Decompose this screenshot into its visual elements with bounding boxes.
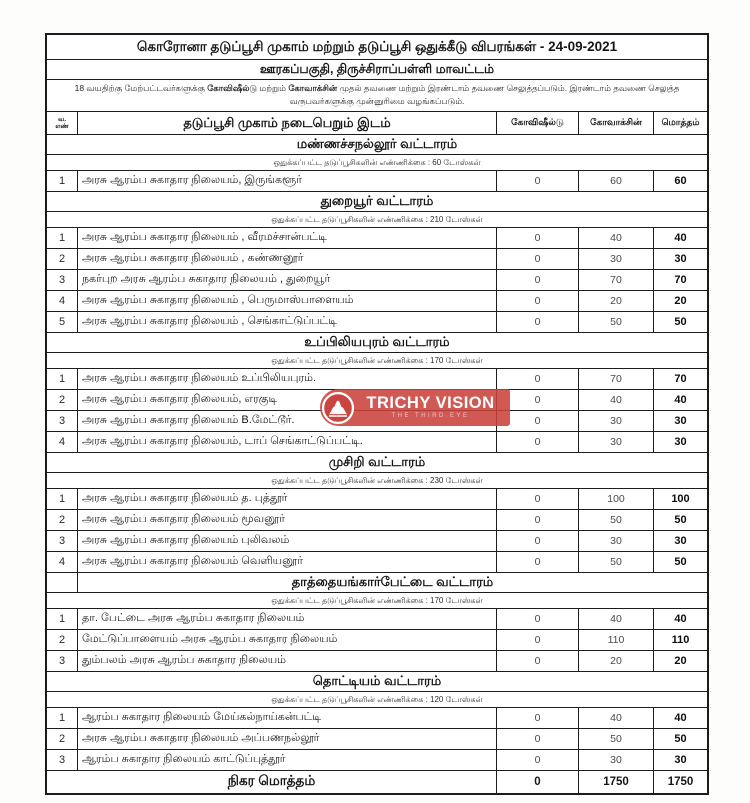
notice-covaxin: கோவாக்சின் bbox=[288, 83, 338, 93]
covaxin-count: 40 bbox=[579, 228, 654, 248]
total-count: 70 bbox=[674, 274, 687, 286]
header-total: மொத்தம் bbox=[661, 117, 700, 127]
header-covishield: கோவிஷீல்டு bbox=[497, 112, 579, 134]
covaxin-count: 60 bbox=[579, 171, 654, 191]
eligibility-notice bbox=[47, 80, 707, 112]
covaxin-count: 40 bbox=[579, 708, 654, 728]
camp-location: அரசு ஆரம்ப சுகாதார நிலையம் , பெருமாஸ்பாளையம் bbox=[78, 291, 497, 311]
table-row bbox=[47, 609, 707, 630]
table-row bbox=[47, 531, 707, 552]
row-serial-number: 2 bbox=[47, 510, 78, 530]
total-count: 50 bbox=[674, 514, 687, 526]
grand-total-label: நிகர மொத்தம் bbox=[47, 771, 497, 793]
header-camp-location: தடுப்பூசி முகாம் நடைபெறும் இடம் bbox=[78, 112, 497, 134]
total-count: 50 bbox=[674, 316, 687, 328]
covaxin-count: 70 bbox=[579, 270, 654, 290]
total-count: 20 bbox=[674, 295, 687, 307]
covishield-count: 0 bbox=[497, 510, 579, 530]
row-serial-number: 3 bbox=[47, 531, 78, 551]
row-serial-number: 3 bbox=[47, 270, 78, 290]
camp-location: அரசு ஆரம்ப சுகாதார நிலையம் அப்பணநல்லூர் bbox=[78, 729, 497, 749]
camp-location: அரசு ஆரம்ப சுகாதார நிலையம், இருங்களூர் bbox=[78, 171, 497, 191]
allocation-row bbox=[47, 212, 707, 228]
block-section-header bbox=[47, 332, 707, 353]
covishield-count: 0 bbox=[497, 291, 579, 311]
block-section-header bbox=[47, 191, 707, 212]
covaxin-count: 40 bbox=[579, 390, 654, 410]
total-count: 30 bbox=[674, 754, 687, 766]
grand-total-covaxin: 1750 bbox=[579, 771, 654, 793]
camp-location: ஆரம்ப சுகாதார நிலையம் காட்டுப்புத்தூர் bbox=[78, 750, 497, 770]
watermark-brand-name: TRICHY VISION bbox=[366, 394, 495, 412]
covishield-count: 0 bbox=[497, 228, 579, 248]
total-count: 40 bbox=[674, 394, 687, 406]
covishield-count: 0 bbox=[497, 531, 579, 551]
camp-location: தும்பலம் அரசு ஆரம்ப சுகாதார நிலையம் bbox=[78, 651, 497, 671]
covishield-count: 0 bbox=[497, 171, 579, 191]
covaxin-count: 110 bbox=[579, 630, 654, 650]
watermark-tagline: THE THIRD EYE bbox=[391, 413, 470, 419]
row-serial-number: 1 bbox=[47, 708, 78, 728]
table-row bbox=[47, 270, 707, 291]
covaxin-count: 40 bbox=[579, 609, 654, 629]
covaxin-count: 100 bbox=[579, 489, 654, 509]
grand-total-row bbox=[47, 770, 707, 793]
header-covaxin: கோவாக்சின் bbox=[579, 112, 654, 134]
camp-location: அரசு ஆரம்ப சுகாதார நிலையம், எரகுடி bbox=[78, 390, 497, 410]
block-section-header bbox=[47, 572, 707, 593]
total-count: 60 bbox=[674, 175, 687, 187]
table-row bbox=[47, 369, 707, 390]
covishield-count: 0 bbox=[497, 750, 579, 770]
table-row bbox=[47, 489, 707, 510]
total-count: 50 bbox=[674, 556, 687, 568]
total-count: 100 bbox=[671, 493, 690, 505]
table-row bbox=[47, 312, 707, 333]
row-serial-number: 3 bbox=[47, 411, 78, 431]
table-row bbox=[47, 630, 707, 651]
covishield-count: 0 bbox=[497, 369, 579, 389]
camp-location: அரசு ஆரம்ப சுகாதார நிலையம் , கண்ணனூர் bbox=[78, 249, 497, 269]
total-count: 40 bbox=[674, 712, 687, 724]
row-serial-number: 2 bbox=[47, 249, 78, 269]
total-count: 70 bbox=[674, 373, 687, 385]
covaxin-count: 20 bbox=[579, 291, 654, 311]
allocation-row bbox=[47, 473, 707, 489]
camp-location: தா. பேட்டை அரசு ஆரம்ப சுகாதார நிலையம் bbox=[78, 609, 497, 629]
table-row bbox=[47, 432, 707, 453]
covishield-count: 0 bbox=[497, 249, 579, 269]
table-row bbox=[47, 228, 707, 249]
allocation-row bbox=[47, 155, 707, 171]
table-row bbox=[47, 651, 707, 672]
document-subtitle: ஊரகப்பகுதி, திருச்சிராப்பள்ளி மாவட்டம் bbox=[47, 60, 707, 80]
header-serial-line1: வ. bbox=[57, 116, 67, 123]
row-serial-number: 1 bbox=[47, 489, 78, 509]
covishield-count: 0 bbox=[497, 651, 579, 671]
table-row bbox=[47, 552, 707, 573]
watermark-text-block bbox=[355, 395, 510, 420]
block-section-title: துறையூர் வட்டாரம் bbox=[320, 193, 434, 208]
covaxin-count: 30 bbox=[579, 249, 654, 269]
trichy-vision-watermark bbox=[320, 389, 510, 426]
header-serial-line2: எண் bbox=[55, 123, 69, 130]
notice-covishield: கோவிஷீல்டு bbox=[207, 83, 258, 93]
section-serial-cell bbox=[47, 573, 78, 592]
document-title: கொரோனா தடுப்பூசி முகாம் மற்றும் தடுப்பூசி ஒதுக்கீடு விபரங்கள் - 24-09-2021 bbox=[47, 35, 707, 60]
allocation-text: ஒதுக்கப்பட்ட தடுப்பூசிகளின் எண்ணிக்கை : 230 டோஸ்கள் bbox=[271, 475, 483, 485]
total-count: 40 bbox=[674, 232, 687, 244]
total-count: 40 bbox=[674, 613, 687, 625]
covishield-count: 0 bbox=[497, 270, 579, 290]
camp-location: மேட்டுப்பாளையம் அரசு ஆரம்ப சுகாதார நிலையம் bbox=[78, 630, 497, 650]
covaxin-count: 30 bbox=[579, 411, 654, 431]
row-serial-number: 1 bbox=[47, 171, 78, 191]
row-serial-number: 4 bbox=[47, 552, 78, 572]
block-section-title: உப்பிலியபுரம் வட்டாரம் bbox=[304, 334, 450, 349]
covishield-count: 0 bbox=[497, 390, 579, 410]
allocation-text: ஒதுக்கப்பட்ட தடுப்பூசிகளின் எண்ணிக்கை : 210 டோஸ்கள் bbox=[271, 214, 483, 224]
allocation-row bbox=[47, 692, 707, 708]
camp-location: அரசு ஆரம்ப சுகாதார நிலையம் , வீரமச்சான்பட்டி bbox=[78, 228, 497, 248]
total-count: 30 bbox=[674, 415, 687, 427]
camp-location: அரசு ஆரம்ப சுகாதார நிலையம் வெளியனூர் bbox=[78, 552, 497, 572]
covaxin-count: 50 bbox=[579, 312, 654, 332]
covishield-count: 0 bbox=[497, 708, 579, 728]
row-serial-number: 3 bbox=[47, 651, 78, 671]
total-count: 30 bbox=[674, 535, 687, 547]
covishield-count: 0 bbox=[497, 609, 579, 629]
total-count: 20 bbox=[674, 655, 687, 667]
row-serial-number: 4 bbox=[47, 291, 78, 311]
covaxin-count: 50 bbox=[579, 729, 654, 749]
row-serial-number: 4 bbox=[47, 432, 78, 452]
row-serial-number: 5 bbox=[47, 312, 78, 332]
block-section-title: தொட்டியம் வட்டாரம் bbox=[312, 673, 442, 688]
camp-location: ஆரம்ப சுகாதார நிலையம் மேய்கல்நாய்கன்பட்டி bbox=[78, 708, 497, 728]
covaxin-count: 50 bbox=[579, 552, 654, 572]
camp-location: அரசு ஆரம்ப சுகாதார நிலையம் உப்பிலியபுரம். bbox=[78, 369, 497, 389]
covishield-count: 0 bbox=[497, 729, 579, 749]
allocation-text: ஒதுக்கப்பட்ட தடுப்பூசிகளின் எண்ணிக்கை : 120 டோஸ்கள் bbox=[271, 694, 483, 704]
allocation-text: ஒதுக்கப்பட்ட தடுப்பூசிகளின் எண்ணிக்கை : 170 டோஸ்கள் bbox=[271, 595, 483, 605]
table-row bbox=[47, 750, 707, 771]
table-body bbox=[47, 134, 707, 771]
notice-text-post: முதல் தவணை மற்றும் இரண்டாம் தவணை செலுத்தப்படும். இரண்டாம் தவணை செலுத்த வருபவர்களுக்கு முன்னுரிமை வழங்கப்படும். bbox=[289, 83, 680, 106]
covaxin-count: 30 bbox=[579, 432, 654, 452]
block-section-header bbox=[47, 671, 707, 692]
table-row bbox=[47, 291, 707, 312]
covishield-count: 0 bbox=[497, 432, 579, 452]
covaxin-count: 30 bbox=[579, 531, 654, 551]
allocation-text: ஒதுக்கப்பட்ட தடுப்பூசிகளின் எண்ணிக்கை : 60 டோஸ்கள் bbox=[273, 157, 481, 167]
row-serial-number: 2 bbox=[47, 729, 78, 749]
row-serial-number: 2 bbox=[47, 390, 78, 410]
camp-location: அரசு ஆரம்ப சுகாதார நிலையம் மூவனூர் bbox=[78, 510, 497, 530]
row-serial-number: 1 bbox=[47, 609, 78, 629]
grand-total-covishield: 0 bbox=[497, 771, 579, 793]
table-row bbox=[47, 171, 707, 192]
block-section-title: முசிறி வட்டாரம் bbox=[328, 454, 426, 469]
total-count: 50 bbox=[674, 733, 687, 745]
covaxin-count: 70 bbox=[579, 369, 654, 389]
covaxin-count: 50 bbox=[579, 510, 654, 530]
row-serial-number: 1 bbox=[47, 228, 78, 248]
allocation-row bbox=[47, 353, 707, 369]
table-row bbox=[47, 729, 707, 750]
camp-location: அரசு ஆரம்ப சுகாதார நிலையம், டாப் செங்காட்டுப்பட்டி. bbox=[78, 432, 497, 452]
camp-location: அரசு ஆரம்ப சுகாதார நிலையம் , செங்காட்டுப்பட்டி bbox=[78, 312, 497, 332]
block-section-header bbox=[47, 452, 707, 473]
allocation-row bbox=[47, 593, 707, 609]
total-count: 30 bbox=[674, 436, 687, 448]
row-serial-number: 1 bbox=[47, 369, 78, 389]
notice-text-pre: 18 வயதிற்கு மேற்பட்டவர்களுக்கு bbox=[74, 83, 208, 93]
camp-location: அரசு ஆரம்ப சுகாதார நிலையம் புலிவலம் bbox=[78, 531, 497, 551]
allocation-text: ஒதுக்கப்பட்ட தடுப்பூசிகளின் எண்ணிக்கை : 170 டோஸ்கள் bbox=[271, 355, 483, 365]
block-section-title: தாத்தையங்கார்பேட்டை வட்டாரம் bbox=[291, 574, 494, 589]
total-count: 30 bbox=[674, 253, 687, 265]
covishield-count: 0 bbox=[497, 630, 579, 650]
table-row bbox=[47, 510, 707, 531]
camp-location: நகர்புற அரசு ஆரம்ப சுகாதார நிலையம் , துறையூர் bbox=[78, 270, 497, 290]
block-section-header bbox=[47, 134, 707, 155]
header-serial-number bbox=[47, 112, 78, 134]
block-section-title: மண்ணச்சநல்லூர் வட்டாரம் bbox=[296, 136, 458, 151]
total-count: 110 bbox=[671, 634, 690, 646]
covishield-count: 0 bbox=[497, 489, 579, 509]
camp-location: அரசு ஆரம்ப சுகாதார நிலையம் த. புத்தூர் bbox=[78, 489, 497, 509]
grand-total-value: 1750 bbox=[667, 776, 694, 788]
covaxin-count: 20 bbox=[579, 651, 654, 671]
row-serial-number: 2 bbox=[47, 630, 78, 650]
trichy-vision-logo-icon bbox=[321, 391, 355, 425]
covaxin-count: 30 bbox=[579, 750, 654, 770]
column-header-row bbox=[47, 112, 707, 135]
covishield-count: 0 bbox=[497, 411, 579, 431]
camp-location: அரசு ஆரம்ப சுகாதார நிலையம் B.மேட்டூர். bbox=[78, 411, 497, 431]
covishield-count: 0 bbox=[497, 312, 579, 332]
table-row bbox=[47, 708, 707, 729]
covishield-count: 0 bbox=[497, 552, 579, 572]
table-row bbox=[47, 249, 707, 270]
notice-text-mid: மற்றும் bbox=[257, 83, 289, 93]
row-serial-number: 3 bbox=[47, 750, 78, 770]
